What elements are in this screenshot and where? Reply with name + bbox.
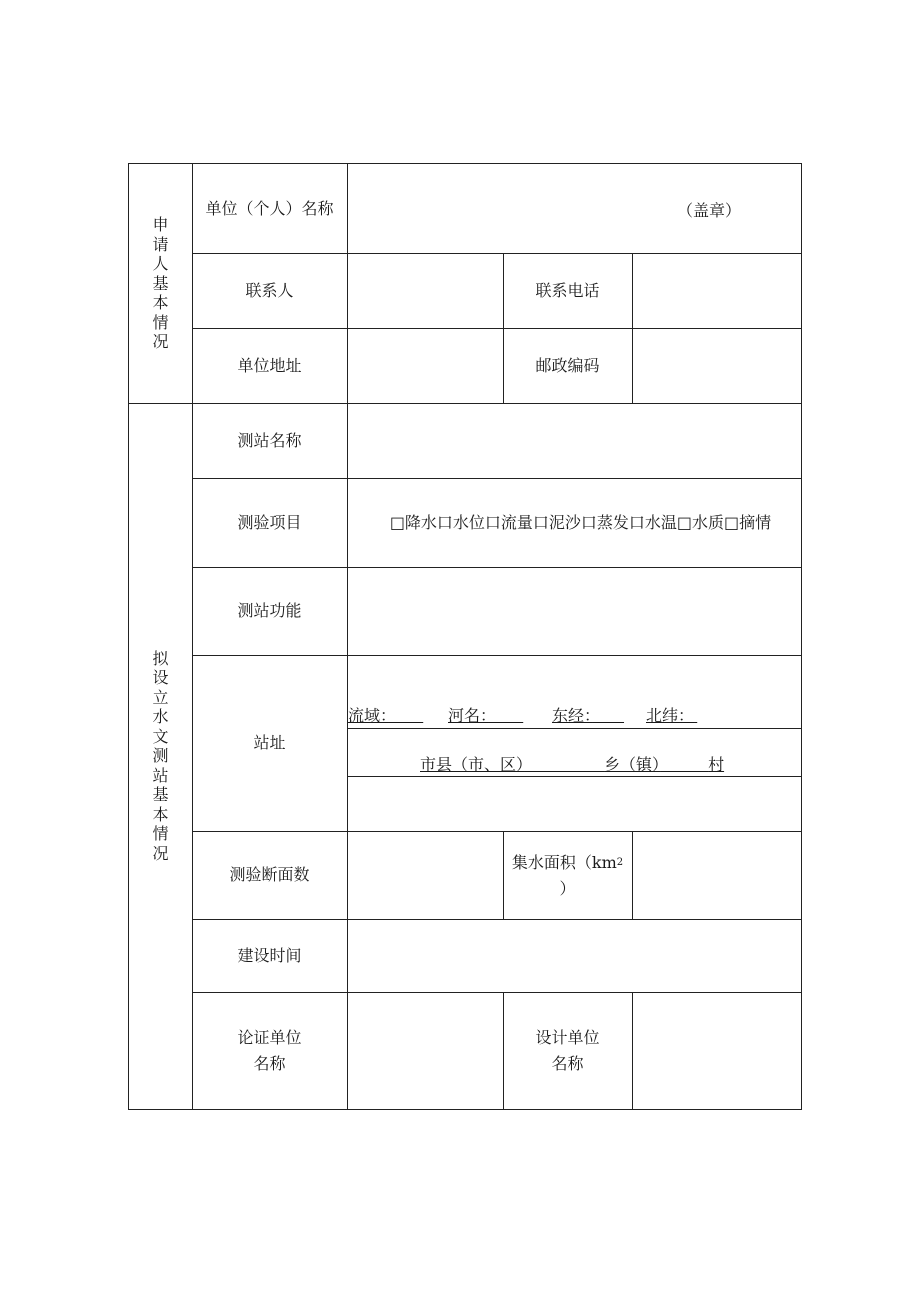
contact-label: 联系人: [245, 280, 294, 300]
application-form-table: [128, 163, 802, 1110]
site-label: 站址: [253, 733, 286, 752]
address-field[interactable]: [348, 328, 503, 403]
demo-unit-label: 论证单位 名称: [237, 1027, 302, 1073]
items-options[interactable]: □降水口水位口流量口泥沙口蒸发口水温□水质□摘情: [389, 512, 772, 532]
grid-line: [347, 728, 801, 729]
station-name-label: 测站名称: [237, 430, 302, 450]
river-field[interactable]: 河名：: [448, 706, 489, 725]
phone-field[interactable]: [633, 253, 801, 328]
east-longitude-field[interactable]: 东经：: [552, 706, 593, 725]
build-time-label: 建设时间: [237, 945, 302, 965]
phone-label: 联系电话: [535, 280, 600, 300]
catchment-label: 集水面积（$km^2$ ）: [511, 853, 624, 898]
station-name-field[interactable]: [348, 403, 801, 478]
north-latitude-field[interactable]: 北纬：: [646, 706, 695, 725]
demo-unit-field[interactable]: [348, 992, 503, 1109]
sections-field[interactable]: [348, 831, 503, 919]
items-label: 测验项目: [237, 512, 302, 532]
site-line-2: [348, 753, 801, 777]
catchment-field[interactable]: [633, 831, 801, 919]
design-unit-field[interactable]: [633, 992, 801, 1109]
sections-label: 测验断面数: [229, 865, 310, 884]
build-time-field[interactable]: [348, 919, 801, 992]
basin-field[interactable]: 流域：: [348, 706, 389, 725]
function-field[interactable]: [348, 567, 801, 655]
function-label: 测站功能: [237, 601, 302, 620]
design-unit-label: 设计单位 名称: [535, 1027, 600, 1073]
postcode-label: 邮政编码: [535, 355, 600, 375]
section-title-applicant: 申 请 人 基 本 情 况: [152, 215, 169, 352]
address-detail-field[interactable]: 市县（市、区） 乡（镇） 村: [420, 755, 725, 774]
site-line-1: [348, 704, 801, 728]
postcode-field[interactable]: [633, 328, 801, 403]
address-label: 单位地址: [237, 355, 302, 375]
stamp-label: （盖章）: [677, 201, 742, 220]
unit-name-label: 单位（个人）名称: [205, 198, 334, 218]
contact-field[interactable]: [348, 253, 503, 328]
site-line-3-field[interactable]: [348, 777, 801, 831]
section-title-station: 拟 设 立 水 文 测 站 基 本 情 况: [152, 648, 169, 863]
